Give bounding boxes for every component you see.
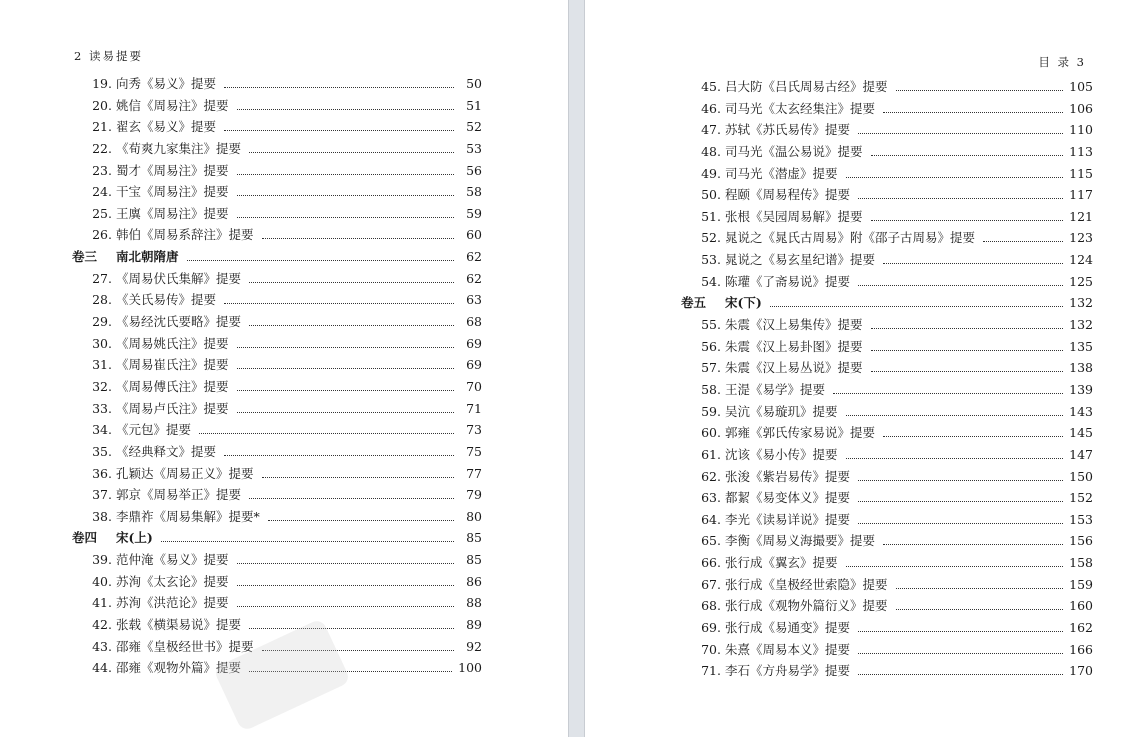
entry-title: 向秀《易义》提要 xyxy=(116,76,217,91)
entry-title: 李鼎祚《周易集解》提要* xyxy=(116,508,260,524)
entry-number: 71. xyxy=(701,663,721,679)
dot-leader xyxy=(883,263,1063,264)
toc-entry xyxy=(72,334,482,356)
toc-entry xyxy=(72,74,482,96)
page-number: 139 xyxy=(1069,381,1093,397)
entry-title: 苏洵《太玄论》提要 xyxy=(116,573,229,589)
toc-entry xyxy=(72,615,482,637)
page-number: 69 xyxy=(466,335,482,351)
entry-title: 姚信《周易注》提要 xyxy=(116,97,229,113)
page-number: 121 xyxy=(1069,208,1093,224)
dot-leader xyxy=(224,455,454,456)
entry-number: 19. xyxy=(92,76,112,91)
dot-leader xyxy=(896,588,1064,589)
toc-entry xyxy=(72,464,482,486)
page-number: 56 xyxy=(466,162,482,178)
toc-entry xyxy=(681,250,1093,272)
entry-number: 49. xyxy=(701,165,721,181)
toc-entry xyxy=(72,442,482,464)
entry-title: 《周易卢氏注》提要 xyxy=(116,400,229,416)
page-number: 68 xyxy=(466,314,482,330)
toc-entry xyxy=(72,593,482,615)
page-number: 89 xyxy=(466,617,482,633)
page-number: 123 xyxy=(1069,230,1093,246)
entry-number: 68. xyxy=(701,598,721,614)
entry-number: 28. xyxy=(92,292,112,308)
entry-title: 韩伯《周易系辞注》提要 xyxy=(116,227,254,243)
dot-leader xyxy=(199,433,454,434)
page-number: 86 xyxy=(466,573,482,589)
entry-number: 67. xyxy=(701,576,721,592)
dot-leader xyxy=(983,241,1063,242)
dot-leader xyxy=(237,195,454,196)
toc-entry xyxy=(681,531,1093,553)
toc-section-heading xyxy=(72,528,482,550)
entry-number: 59. xyxy=(701,403,721,419)
toc-entry xyxy=(681,423,1093,445)
page-number: 162 xyxy=(1069,620,1093,636)
entry-number: 69. xyxy=(701,620,721,636)
entry-title: 张行成《翼玄》提要 xyxy=(725,555,838,571)
page-number: 50 xyxy=(466,76,482,91)
page-number: 63 xyxy=(466,292,482,308)
entry-title: 孔颖达《周易正义》提要 xyxy=(116,465,254,481)
dot-leader xyxy=(858,653,1063,654)
toc-entry xyxy=(681,618,1093,640)
entry-title: 《关氏易传》提要 xyxy=(116,292,217,308)
toc-entry xyxy=(681,228,1093,250)
toc-entry xyxy=(681,358,1093,380)
dot-leader xyxy=(846,177,1064,178)
entry-title: 《荀爽九家集注》提要 xyxy=(116,140,242,156)
page-number: 145 xyxy=(1069,425,1093,441)
dot-leader xyxy=(858,285,1063,286)
dot-leader xyxy=(871,350,1064,351)
page-number: 160 xyxy=(1069,598,1093,614)
entry-title: 陈瓘《了斋易说》提要 xyxy=(725,273,851,289)
entry-title: 张浚《紫岩易传》提要 xyxy=(725,468,851,484)
dot-leader xyxy=(858,631,1063,632)
entry-title: 蜀才《周易注》提要 xyxy=(116,162,229,178)
toc-entry xyxy=(72,312,482,334)
toc-entry xyxy=(681,120,1093,142)
toc-entry xyxy=(681,337,1093,359)
page-number: 71 xyxy=(466,400,482,416)
page-number: 80 xyxy=(466,508,482,524)
toc-entry xyxy=(72,161,482,183)
entry-title: 张载《横渠易说》提要 xyxy=(116,617,242,633)
right-page xyxy=(585,0,1136,737)
dot-leader xyxy=(871,220,1064,221)
page-header: 2 读易提要 xyxy=(74,49,143,63)
toc-entry xyxy=(681,185,1093,207)
entry-title: 张根《吴园周易解》提要 xyxy=(725,208,863,224)
entry-title: 宋(下) xyxy=(725,295,762,311)
toc-entry xyxy=(72,572,482,594)
toc-entry xyxy=(72,290,482,312)
toc-entry xyxy=(72,507,482,529)
entry-title: 司马光《潜虚》提要 xyxy=(725,165,838,181)
toc-entry xyxy=(681,272,1093,294)
entry-number: 63. xyxy=(701,490,721,506)
entry-number: 46. xyxy=(701,100,721,116)
entry-number: 44. xyxy=(92,660,112,676)
page-number: 170 xyxy=(1069,663,1093,679)
dot-leader xyxy=(249,152,454,153)
section-label: 卷五 xyxy=(681,295,707,311)
toc-entry xyxy=(72,355,482,377)
entry-number: 47. xyxy=(701,122,721,138)
toc-entry xyxy=(681,661,1093,683)
entry-number: 35. xyxy=(92,443,112,459)
entry-number: 37. xyxy=(92,487,112,503)
page-number: 88 xyxy=(466,595,482,611)
page-number: 143 xyxy=(1069,403,1093,419)
entry-number: 61. xyxy=(701,446,721,462)
page-number: 70 xyxy=(466,378,482,394)
page-number: 106 xyxy=(1069,100,1093,116)
entry-number: 62. xyxy=(701,468,721,484)
page-number: 166 xyxy=(1069,641,1093,657)
entry-number: 56. xyxy=(701,338,721,354)
toc-entry xyxy=(681,445,1093,467)
entry-title: 《易经沈氏要略》提要 xyxy=(116,314,242,330)
entry-title: 司马光《温公易说》提要 xyxy=(725,143,863,159)
page-number: 113 xyxy=(1069,143,1093,159)
dot-leader xyxy=(883,112,1063,113)
dot-leader xyxy=(846,566,1064,567)
entry-number: 29. xyxy=(92,314,112,330)
entry-title: 邵雍《观物外篇》提要 xyxy=(116,660,242,676)
toc-entry xyxy=(72,269,482,291)
entry-title: 王廙《周易注》提要 xyxy=(116,205,229,221)
page-number: 105 xyxy=(1069,79,1093,94)
toc-entry xyxy=(72,420,482,442)
entry-number: 34. xyxy=(92,422,112,438)
entry-number: 20. xyxy=(92,97,112,113)
page-number: 62 xyxy=(466,249,482,265)
entry-title: 程颐《周易程传》提要 xyxy=(725,187,851,203)
section-label: 卷三 xyxy=(72,249,98,265)
entry-number: 65. xyxy=(701,533,721,549)
entry-number: 64. xyxy=(701,511,721,527)
toc-entry xyxy=(72,485,482,507)
entry-number: 45. xyxy=(701,79,721,94)
entry-title: 苏洵《洪范论》提要 xyxy=(116,595,229,611)
dot-leader xyxy=(871,328,1064,329)
page-number: 62 xyxy=(466,270,482,286)
dot-leader xyxy=(161,541,454,542)
dot-leader xyxy=(249,282,454,283)
toc-entry xyxy=(72,377,482,399)
page-number: 132 xyxy=(1069,317,1093,333)
toc-entry xyxy=(681,575,1093,597)
entry-number: 24. xyxy=(92,184,112,200)
toc-entry xyxy=(681,315,1093,337)
entry-number: 36. xyxy=(92,465,112,481)
toc-entry xyxy=(681,596,1093,618)
page-number: 51 xyxy=(466,97,482,113)
entry-number: 40. xyxy=(92,573,112,589)
entry-title: 邵雍《皇极经世书》提要 xyxy=(116,638,254,654)
dot-leader xyxy=(249,498,454,499)
entry-title: 《经典释文》提要 xyxy=(116,443,217,459)
dot-leader xyxy=(249,628,454,629)
dot-leader xyxy=(237,563,454,564)
entry-title: 王湜《易学》提要 xyxy=(725,381,826,397)
dot-leader xyxy=(237,217,454,218)
toc-entry xyxy=(72,96,482,118)
entry-number: 51. xyxy=(701,208,721,224)
page-number: 147 xyxy=(1069,446,1093,462)
page-number: 53 xyxy=(466,140,482,156)
page-gutter xyxy=(568,0,585,737)
entry-number: 55. xyxy=(701,317,721,333)
entry-number: 30. xyxy=(92,335,112,351)
entry-title: 李衡《周易义海撮要》提要 xyxy=(725,533,876,549)
entry-title: 吴沆《易璇玑》提要 xyxy=(725,403,838,419)
page-number: 75 xyxy=(466,443,482,459)
page-number: 124 xyxy=(1069,252,1093,268)
entry-title: 《元包》提要 xyxy=(116,422,192,438)
page-number: 158 xyxy=(1069,555,1093,571)
page-number: 132 xyxy=(1069,295,1093,311)
section-label: 卷四 xyxy=(72,530,98,546)
dot-leader xyxy=(896,609,1064,610)
dot-leader xyxy=(224,130,454,131)
toc-entry xyxy=(681,380,1093,402)
page-number: 156 xyxy=(1069,533,1093,549)
toc-entry xyxy=(681,510,1093,532)
toc-entry xyxy=(681,467,1093,489)
page-number: 110 xyxy=(1069,122,1093,138)
entry-number: 53. xyxy=(701,252,721,268)
dot-leader xyxy=(871,155,1064,156)
page-number: 73 xyxy=(466,422,482,438)
dot-leader xyxy=(846,415,1064,416)
entry-title: 张行成《易通变》提要 xyxy=(725,620,851,636)
dot-leader xyxy=(833,393,1063,394)
dot-leader xyxy=(896,90,1064,91)
toc-entry xyxy=(681,99,1093,121)
dot-leader xyxy=(187,260,454,261)
dot-leader xyxy=(237,606,454,607)
entry-title: 《周易傅氏注》提要 xyxy=(116,378,229,394)
entry-title: 《周易伏氏集解》提要 xyxy=(116,270,242,286)
table-of-contents xyxy=(72,74,482,680)
page-number: 117 xyxy=(1069,187,1093,203)
toc-entry xyxy=(72,139,482,161)
dot-leader xyxy=(858,501,1063,502)
entry-number: 66. xyxy=(701,555,721,571)
page-number: 159 xyxy=(1069,576,1093,592)
dot-leader xyxy=(858,133,1063,134)
dot-leader xyxy=(871,371,1064,372)
toc-entry xyxy=(72,204,482,226)
entry-title: 都絜《易变体义》提要 xyxy=(725,490,851,506)
dot-leader xyxy=(846,458,1064,459)
entry-number: 21. xyxy=(92,119,112,135)
entry-title: 李光《读易详说》提要 xyxy=(725,511,851,527)
toc-entry xyxy=(681,488,1093,510)
entry-title: 郭雍《郭氏传家易说》提要 xyxy=(725,425,876,441)
dot-leader xyxy=(249,325,454,326)
entry-number: 43. xyxy=(92,638,112,654)
page-number: 85 xyxy=(466,530,482,546)
entry-number: 25. xyxy=(92,205,112,221)
entry-title: 张行成《观物外篇衍义》提要 xyxy=(725,598,888,614)
entry-title: 张行成《皇极经世索隐》提要 xyxy=(725,576,888,592)
dot-leader xyxy=(237,368,454,369)
entry-number: 52. xyxy=(701,230,721,246)
entry-title: 《周易崔氏注》提要 xyxy=(116,357,229,373)
entry-number: 27. xyxy=(92,270,112,286)
page-number: 60 xyxy=(466,227,482,243)
dot-leader xyxy=(262,238,454,239)
entry-number: 22. xyxy=(92,140,112,156)
entry-title: 晁说之《易玄星纪谱》提要 xyxy=(725,252,876,268)
page-number: 79 xyxy=(466,487,482,503)
entry-title: 郭京《周易举正》提要 xyxy=(116,487,242,503)
entry-title: 朱震《汉上易集传》提要 xyxy=(725,317,863,333)
entry-number: 23. xyxy=(92,162,112,178)
dot-leader xyxy=(237,390,454,391)
toc-entry xyxy=(681,402,1093,424)
entry-number: 26. xyxy=(92,227,112,243)
entry-title: 翟玄《易义》提要 xyxy=(116,119,217,135)
entry-title: 范仲淹《易义》提要 xyxy=(116,552,229,568)
dot-leader xyxy=(883,544,1063,545)
page-number: 150 xyxy=(1069,468,1093,484)
page-number: 100 xyxy=(458,660,482,676)
entry-number: 42. xyxy=(92,617,112,633)
entry-title: 南北朝隋唐 xyxy=(116,249,179,265)
page-number: 135 xyxy=(1069,338,1093,354)
dot-leader xyxy=(237,347,454,348)
entry-title: 晁说之《晁氏古周易》附《邵子古周易》提要 xyxy=(725,230,976,246)
toc-section-heading xyxy=(72,247,482,269)
page-number: 138 xyxy=(1069,360,1093,376)
toc-entry xyxy=(681,207,1093,229)
entry-number: 38. xyxy=(92,508,112,524)
page-number: 153 xyxy=(1069,511,1093,527)
entry-title: 沈该《易小传》提要 xyxy=(725,446,838,462)
entry-number: 41. xyxy=(92,595,112,611)
entry-title: 朱熹《周易本义》提要 xyxy=(725,641,851,657)
entry-number: 31. xyxy=(92,357,112,373)
dot-leader xyxy=(858,480,1063,481)
toc-entry xyxy=(72,182,482,204)
table-of-contents xyxy=(681,77,1093,683)
page-header: 目 录 3 xyxy=(1038,55,1086,69)
page-number: 59 xyxy=(466,205,482,221)
entry-title: 朱震《汉上易卦图》提要 xyxy=(725,338,863,354)
dot-leader xyxy=(858,674,1063,675)
toc-entry xyxy=(72,225,482,247)
dot-leader xyxy=(268,520,454,521)
page-number: 152 xyxy=(1069,490,1093,506)
entry-title: 《周易姚氏注》提要 xyxy=(116,335,229,351)
toc-entry xyxy=(681,164,1093,186)
dot-leader xyxy=(237,174,454,175)
entry-title: 李石《方舟易学》提要 xyxy=(725,663,851,679)
toc-entry xyxy=(72,550,482,572)
entry-title: 宋(上) xyxy=(116,530,153,546)
page-number: 69 xyxy=(466,357,482,373)
dot-leader xyxy=(237,412,454,413)
entry-number: 54. xyxy=(701,273,721,289)
page-number: 52 xyxy=(466,119,482,135)
page-number: 58 xyxy=(466,184,482,200)
entry-title: 司马光《太玄经集注》提要 xyxy=(725,100,876,116)
dot-leader xyxy=(262,477,454,478)
dot-leader xyxy=(237,585,454,586)
toc-entry xyxy=(681,142,1093,164)
toc-entry xyxy=(681,553,1093,575)
entry-title: 吕大防《吕氏周易古经》提要 xyxy=(725,79,888,94)
entry-number: 32. xyxy=(92,378,112,394)
dot-leader xyxy=(224,87,454,88)
entry-title: 苏轼《苏氏易传》提要 xyxy=(725,122,851,138)
entry-number: 48. xyxy=(701,143,721,159)
page-number: 115 xyxy=(1069,165,1093,181)
toc-entry xyxy=(72,399,482,421)
entry-title: 朱震《汉上易丛说》提要 xyxy=(725,360,863,376)
toc-entry xyxy=(681,640,1093,662)
dot-leader xyxy=(858,523,1063,524)
dot-leader xyxy=(770,306,1063,307)
entry-number: 33. xyxy=(92,400,112,416)
toc-entry xyxy=(681,77,1093,99)
page-number: 77 xyxy=(466,465,482,481)
page-number: 125 xyxy=(1069,273,1093,289)
page-number: 92 xyxy=(466,638,482,654)
dot-leader xyxy=(883,436,1063,437)
entry-title: 干宝《周易注》提要 xyxy=(116,184,229,200)
entry-number: 39. xyxy=(92,552,112,568)
page-number: 85 xyxy=(466,552,482,568)
entry-number: 50. xyxy=(701,187,721,203)
entry-number: 58. xyxy=(701,381,721,397)
entry-number: 60. xyxy=(701,425,721,441)
toc-entry xyxy=(72,117,482,139)
entry-number: 70. xyxy=(701,641,721,657)
entry-number: 57. xyxy=(701,360,721,376)
dot-leader xyxy=(224,303,454,304)
toc-section-heading xyxy=(681,293,1093,315)
dot-leader xyxy=(858,198,1063,199)
dot-leader xyxy=(237,109,454,110)
